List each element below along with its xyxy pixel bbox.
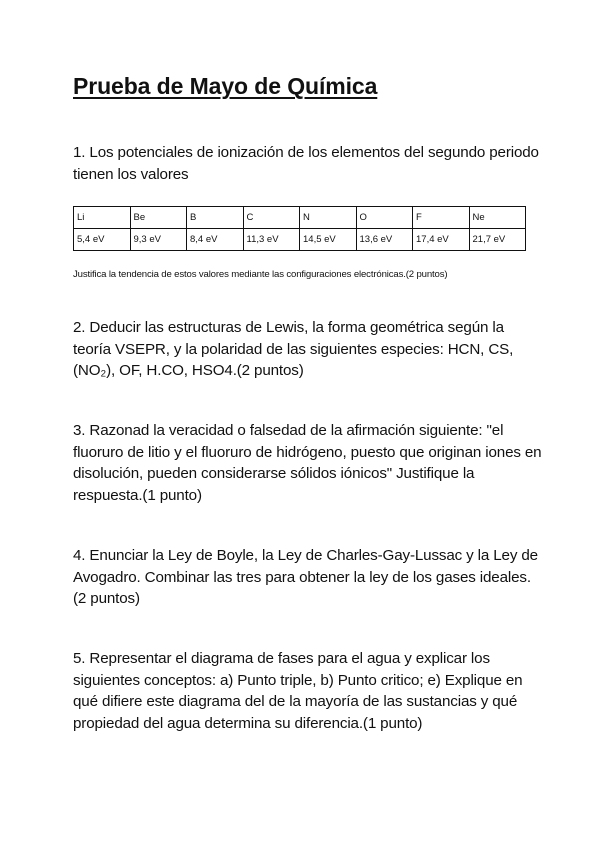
table-cell-value: 11,3 eV <box>243 229 300 251</box>
table-cell-element: B <box>187 207 244 229</box>
table-cell-value: 14,5 eV <box>300 229 357 251</box>
question-5-text: 5. Representar el diagrama de fases para el agua y explicar los siguientes conceptos: a) Punto triple, b) Punto critico; e) Explique en qué difiere este diagrama del de la mayoría de las sustancias y qué propiedad del agua determina su diferencia.(1 punto) <box>73 650 523 732</box>
table-cell-value: 5,4 eV <box>74 229 131 251</box>
table-cell-element: N <box>300 207 357 229</box>
ionization-table <box>73 206 526 251</box>
table-cell-value: 8,4 eV <box>187 229 244 251</box>
table-cell-value: 21,7 eV <box>469 229 526 251</box>
question-2-text: 2. Deducir las estructuras de Lewis, la forma geométrica según la teoría VSEPR, y la polaridad de las siguientes especies: HCN, CS, (NO₂), OF, H.CO, HSO4.(2 puntos) <box>73 319 514 379</box>
table-cell-element: C <box>243 207 300 229</box>
page-title: Prueba de Mayo de Química <box>73 73 378 99</box>
question-4-text: 4. Enunciar la Ley de Boyle, la Ley de Charles-Gay-Lussac y la Ley de Avogadro. Combinar las tres para obtener la ley de los gases ideales.(2 puntos) <box>73 547 538 607</box>
table-row-elements <box>74 207 526 229</box>
question-3-text: 3. Razonad la veracidad o falsedad de la afirmación siguiente: "el fluoruro de litio y el fluoruro de hidrógeno, puesto que originan iones en disolución, pueden considerarse sólidos iónicos" Justifique la respuesta.(1 punto) <box>73 422 542 504</box>
table-cell-element: Li <box>74 207 131 229</box>
table-cell-element: O <box>356 207 413 229</box>
question-1-note: Justifica la tendencia de estos valores mediante las configuraciones electrónicas.(2 puntos) <box>73 269 448 280</box>
table-cell-value: 13,6 eV <box>356 229 413 251</box>
table-cell-value: 9,3 eV <box>130 229 187 251</box>
table-cell-element: Be <box>130 207 187 229</box>
table-cell-element: Ne <box>469 207 526 229</box>
question-1-text: 1. Los potenciales de ionización de los elementos del segundo periodo tienen los valores <box>73 144 539 183</box>
table-row-values <box>74 229 526 251</box>
table-cell-value: 17,4 eV <box>413 229 470 251</box>
table-cell-element: F <box>413 207 470 229</box>
